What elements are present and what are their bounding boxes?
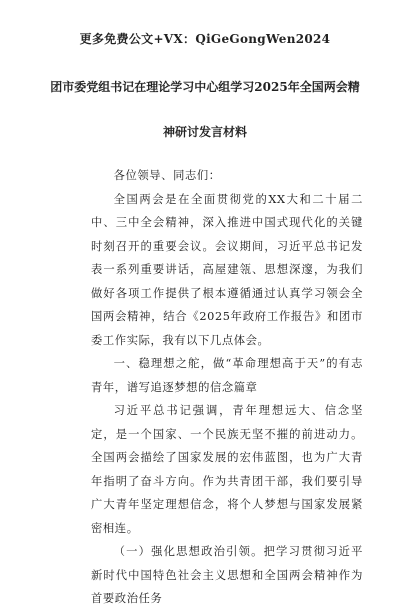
paragraph-intro: 全国两会是在全面贯彻党的XX大和二十届二中、三中全会精神，深入推进中国式现代化的关键时刻召开的重要会议。会议期间，习近平总书记发表一系列重要讲话，高屋建瓴、思想深邃，为我们做好各项工作提供了根本遵循通过认真学习领会全国两会精神，结合《2025年政府工作报告》和团市委工作实际，我有以下几点体会。	[91, 192, 363, 347]
paragraph-section1: 习近平总书记强调，青年理想远大、信念坚定，是一个国家、一个民族无坚不摧的前进动力。全国两会描绘了国家发展的宏伟蓝图，也为广大青年指明了奋斗方向。作为共青团干部，我们要引导广大青年坚定理想信念，将个人梦想与国家发展紧密相连。	[91, 404, 363, 535]
promo-header: 更多免费公文+VX：QiGeGongWen2024	[79, 32, 331, 46]
document-body	[91, 164, 363, 611]
document-title-line1: 团市委党组书记在理论学习中心组学习2025年全国两会精	[50, 80, 360, 94]
subsection-1: （一）强化思想政治引领。把学习贯彻习近平新时代中国特色社会主义思想和全国两会精神作为首要政治任务	[91, 545, 363, 605]
section-heading-1: 一、稳理想之舵，做“革命理想高于天”的有志青年，谱写追逐梦想的信念篇章	[91, 357, 363, 394]
document-title-line2: 神研讨发言材料	[162, 125, 247, 139]
greeting: 各位领导、同志们：	[113, 169, 221, 182]
